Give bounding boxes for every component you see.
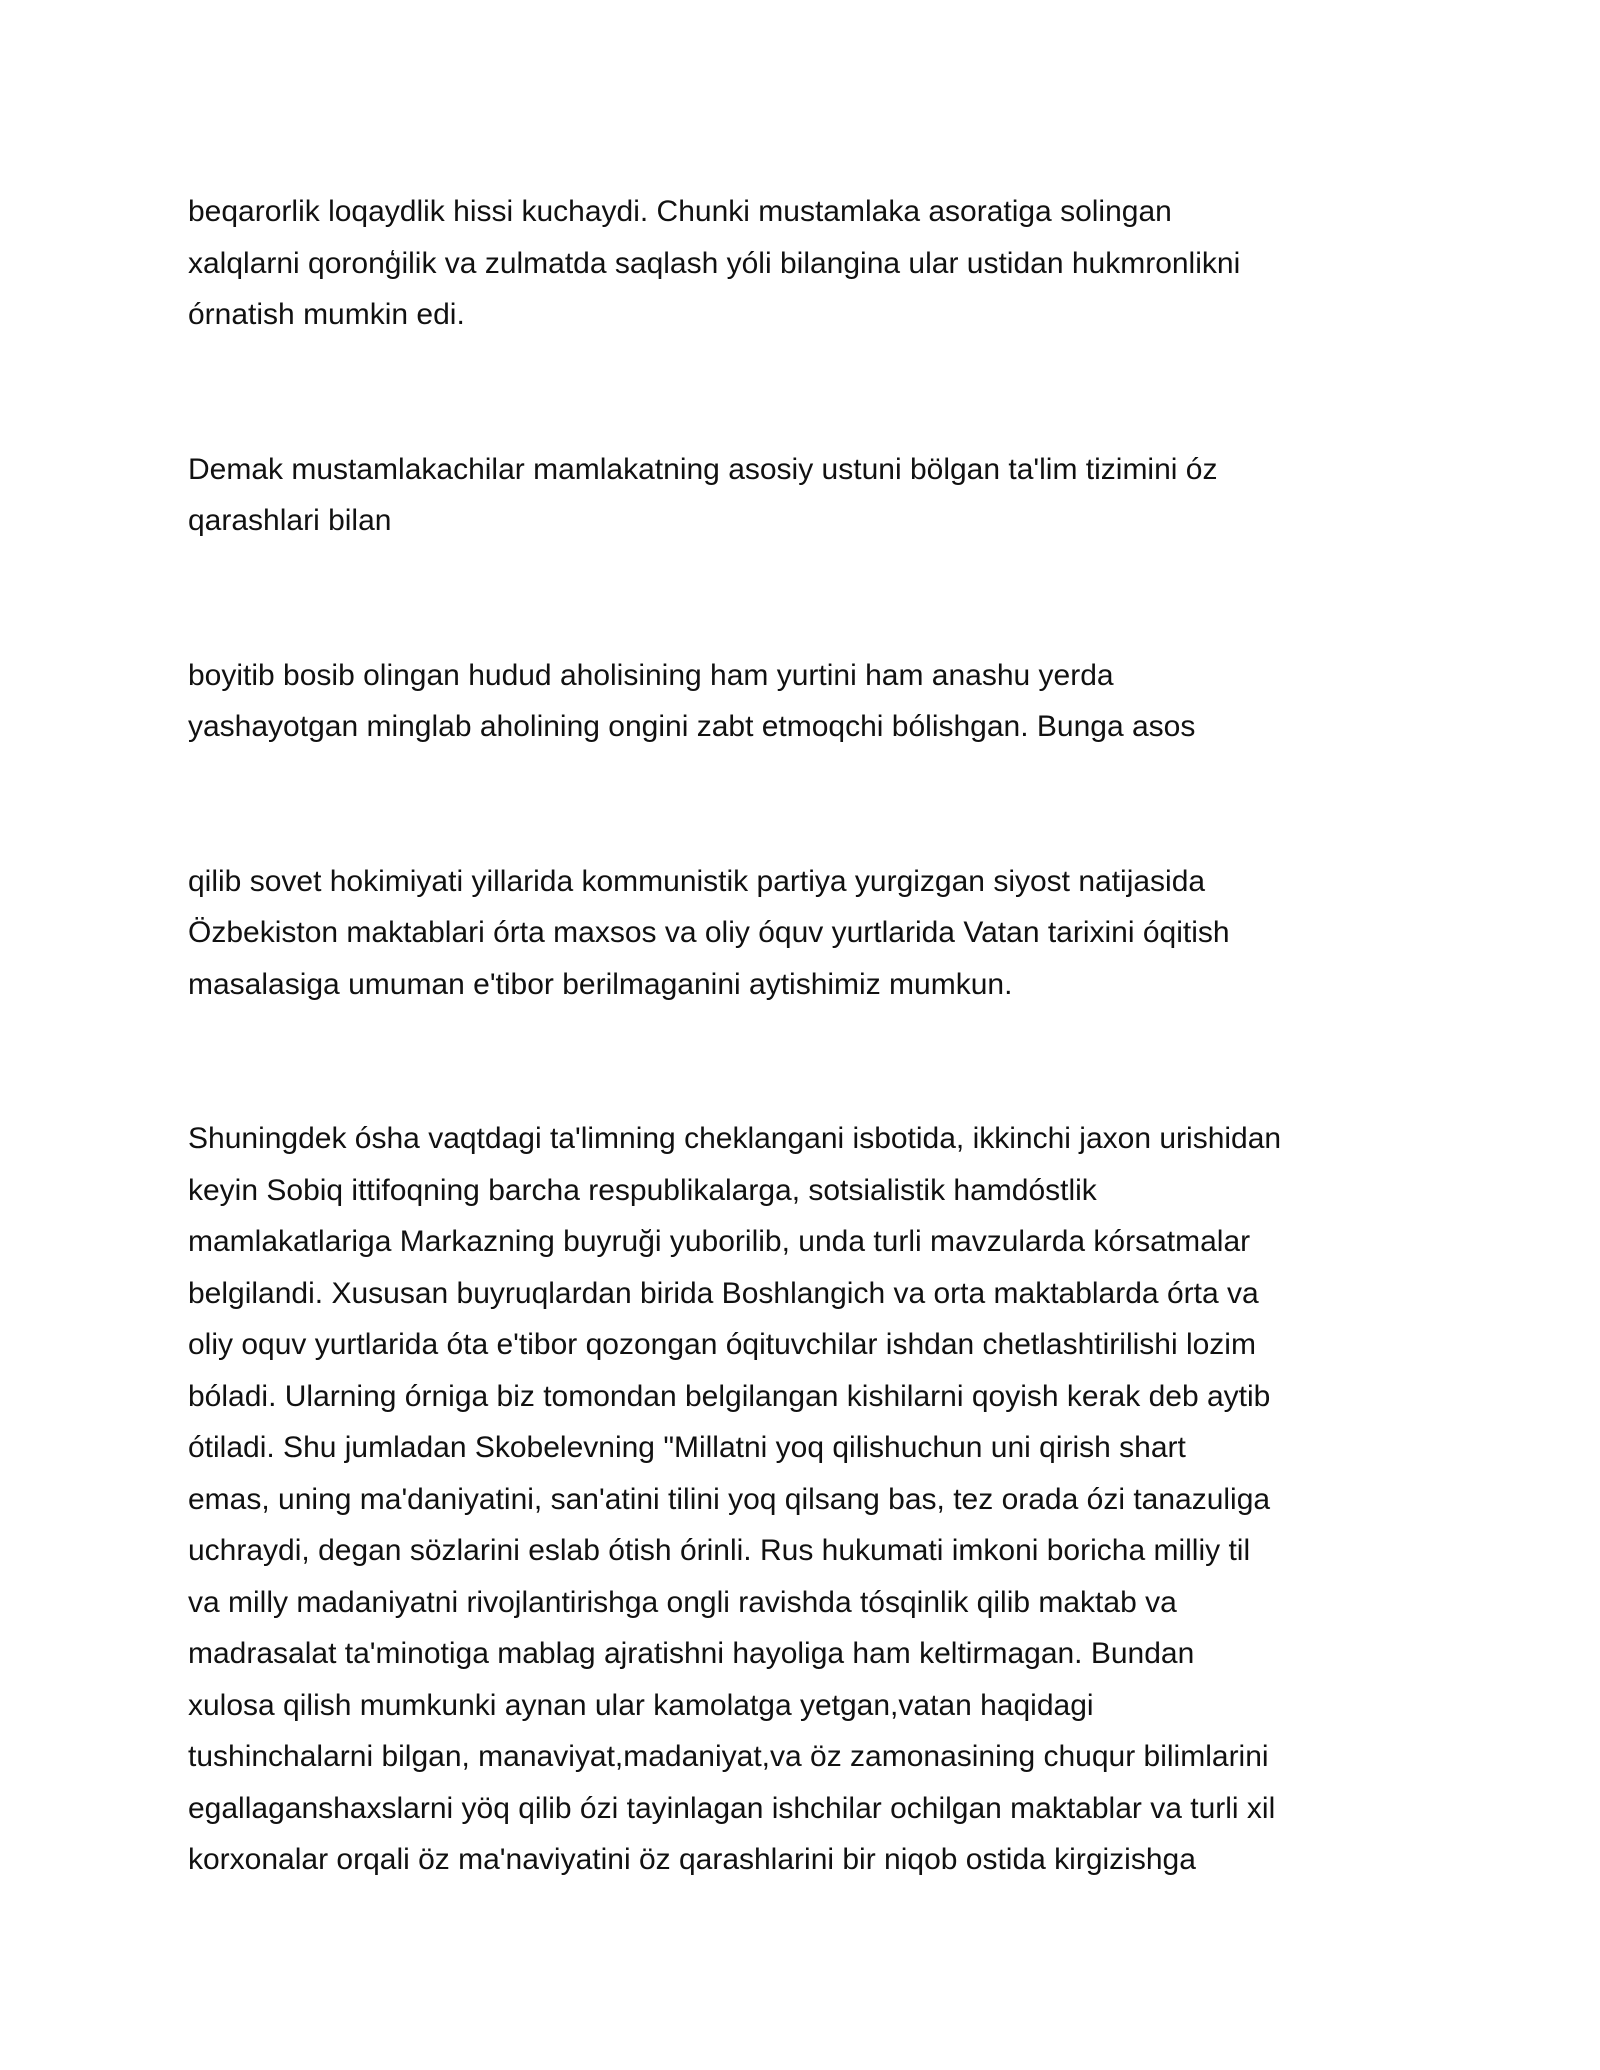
- text-line: masalasiga umuman e'tibor berilmaganini aytishimiz mumkun.: [188, 967, 1013, 1001]
- text-line: órnatish mumkin edi.: [188, 298, 465, 331]
- text-line: emas, uning ma'daniyatini, san'atini tilini yoq qilsang bas, tez orada ózi tanazuliga: [188, 1482, 1271, 1516]
- text-line: beqarorlik loqaydlik hissi kuchaydi. Chunki mustamlaka asoratiga solingan: [188, 195, 1172, 228]
- text-line: qilib sovet hokimiyati yillarida kommunistik partiya yurgizgan siyost natijasida: [188, 864, 1206, 898]
- paragraph-spacer: [188, 753, 1428, 856]
- paragraph-3: [188, 650, 1428, 753]
- text-line: keyin Sobiq ittifoqning barcha respublikalarga, sotsialistik hamdóstlik: [188, 1173, 1097, 1207]
- paragraph-spacer: [188, 341, 1428, 444]
- text-line: madrasalat ta'minotiga mablag ajratishni hayoliga ham keltirmagan. Bundan: [188, 1637, 1195, 1670]
- text-line: bóladi. Ularning órniga biz tomondan belgilangan kishilarni qoyish kerak deb aytib: [188, 1379, 1271, 1413]
- text-line: qarashlari bilan: [188, 504, 392, 537]
- text-line: Shuningdek ósha vaqtdagi ta'limning cheklangani isbotida, ikkinchi jaxon urishidan: [188, 1122, 1282, 1155]
- text-line: xalqlarni qoronģilik va zulmatda saqlash yóli bilangina ular ustidan hukmronlikni: [188, 246, 1241, 280]
- paragraph-1: [188, 186, 1428, 341]
- text-line: oliy oquv yurtlarida óta e'tibor qozongan óqituvchilar ishdan chetlashtirilishi lozim: [188, 1328, 1256, 1361]
- paragraph-4: [188, 856, 1428, 1011]
- text-line: xulosa qilish mumkunki aynan ular kamolatga yetgan,vatan haqidagi: [188, 1688, 1094, 1722]
- text-line: va milly madaniyatni rivojlantirishga ongli ravishda tósqinlik qilib maktab va: [188, 1585, 1177, 1619]
- text-line: egallaganshaxslarni yöq qilib ózi tayinlagan ishchilar ochilgan maktablar va turli xil: [188, 1791, 1276, 1825]
- text-line: tushinchalarni bilgan, manaviyat,madaniyat,va öz zamonasining chuqur bilimlarini: [188, 1740, 1269, 1773]
- text-line: korxonalar orqali öz ma'naviyatini öz qarashlarini bir niqob ostida kirgizishga: [188, 1843, 1196, 1876]
- paragraph-2: [188, 444, 1428, 547]
- paragraph-5: [188, 1113, 1428, 1886]
- paragraph-spacer: [188, 1010, 1428, 1113]
- document-body: [188, 186, 1428, 1886]
- text-line: boyitib bosib olingan hudud aholisining ham yurtini ham anashu yerda: [188, 658, 1114, 692]
- text-line: Demak mustamlakachilar mamlakatning asosiy ustuni bölgan ta'lim tizimini óz: [188, 452, 1218, 486]
- text-line: ótiladi. Shu jumladan Skobelevning "Millatni yoq qilishuchun uni qirish shart: [188, 1431, 1186, 1464]
- text-line: uchraydi, degan sözlarini eslab ótish órinli. Rus hukumati imkoni boricha milliy til: [188, 1534, 1251, 1567]
- text-line: belgilandi. Xususan buyruqlardan birida Boshlangich va orta maktablarda órta va: [188, 1276, 1259, 1310]
- text-line: yashayotgan minglab aholining ongini zabt etmoqchi bólishgan. Bunga asos: [188, 710, 1196, 743]
- text-line: mamlakatlariga Markazning buyruği yuborilib, unda turli mavzularda kórsatmalar: [188, 1225, 1251, 1258]
- paragraph-spacer: [188, 547, 1428, 650]
- text-line: Özbekiston maktablari órta maxsos va oliy óquv yurtlarida Vatan tarixini óqitish: [188, 916, 1230, 949]
